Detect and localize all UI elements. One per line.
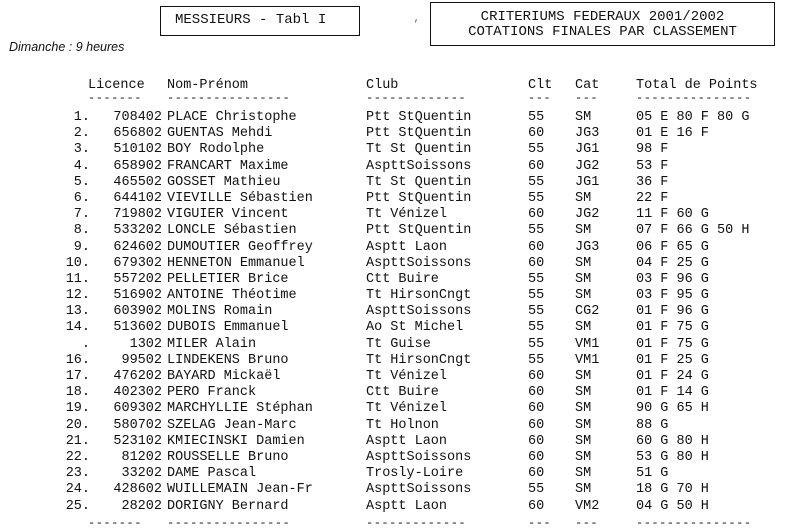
cell-cat: SM [575, 271, 592, 287]
cell-name: DUBOIS Emmanuel [167, 320, 289, 336]
cell-clt: 55 [528, 190, 545, 206]
cell-licence: 510102 [113, 142, 162, 158]
cell-club: Tt Vénizel [366, 207, 448, 223]
header-rule: ---------------- [167, 91, 291, 105]
cell-licence: 28202 [121, 498, 162, 514]
table-row [0, 142, 800, 158]
header-rule: --------------- [636, 91, 752, 105]
cell-total: 53 F [636, 158, 669, 174]
cell-name: DORIGNY Bernard [167, 498, 289, 514]
cell-rank: 25. [65, 498, 90, 514]
cell-cat: SM [575, 449, 592, 465]
table-row [0, 126, 800, 142]
cell-clt: 55 [528, 271, 545, 287]
cell-clt: 55 [528, 288, 545, 304]
cell-clt: 55 [528, 320, 545, 336]
cell-licence: 81202 [121, 449, 162, 465]
header-rule: --- [575, 91, 599, 105]
cell-club: Ptt StQuentin [366, 190, 472, 206]
table-row [0, 159, 800, 175]
cell-cat: VM1 [575, 336, 600, 352]
cell-name: GOSSET Mathieu [167, 174, 281, 190]
cell-cat: VM2 [575, 498, 600, 514]
cell-rank: 22. [65, 449, 90, 465]
cell-rank: 5. [73, 174, 90, 190]
cell-cat: JG2 [575, 207, 600, 223]
cell-total: 36 F [636, 174, 669, 190]
cell-licence: 513602 [113, 320, 162, 336]
cell-cat: SM [575, 369, 592, 384]
cell-name: PELLETIER Brice [167, 271, 289, 287]
table-row [0, 337, 800, 353]
cell-clt: 60 [528, 449, 545, 465]
cell-clt: 55 [528, 352, 545, 368]
cell-licence: 516902 [113, 288, 162, 304]
cell-total: 03 F 96 G [636, 271, 709, 287]
table-row [0, 240, 800, 256]
cell-cat: JG3 [575, 239, 600, 255]
col-header-total: Total de Points [636, 78, 758, 93]
col-header-licence: Licence [88, 78, 145, 93]
cell-name: HENNETON Emmanuel [167, 255, 305, 271]
col-header-club: Club [366, 78, 399, 93]
cell-name: WUILLEMAIN Jean-Fr [167, 482, 313, 498]
cell-cat: SM [575, 190, 592, 206]
cell-club: Asptt Laon [366, 433, 448, 449]
cell-total: 07 F 66 G 50 H [636, 223, 750, 239]
cell-total: 01 F 96 G [636, 304, 709, 320]
cell-clt: 60 [528, 498, 545, 514]
cell-name: GUENTAS Mehdi [167, 126, 273, 142]
cell-rank: 17. [65, 369, 90, 384]
cell-licence: 644102 [113, 190, 162, 206]
header-rule: ------- [88, 91, 142, 105]
cell-name: KMIECINSKI Damien [167, 433, 305, 449]
cell-club: Tt St Quentin [366, 142, 472, 158]
cell-club: Asptt Laon [366, 239, 448, 255]
cell-name: MILER Alain [167, 336, 257, 352]
cell-rank: 10. [65, 255, 90, 271]
cell-name: MARCHYLLIE Stéphan [167, 401, 313, 417]
cell-total: 60 G 80 H [636, 433, 709, 449]
cell-total: 06 F 65 G [636, 239, 709, 255]
cell-name: ROUSSELLE Bruno [167, 449, 289, 465]
cell-clt: 55 [528, 482, 545, 498]
cell-name: VIEVILLE Sébastien [167, 190, 313, 206]
cell-name: MOLINS Romain [167, 304, 273, 320]
col-header-cat: Cat [575, 78, 600, 93]
cell-club: Tt Vénizel [366, 401, 448, 417]
cell-total: 88 G [636, 417, 669, 433]
cell-total: 90 G 65 H [636, 401, 709, 417]
cell-name: ANTOINE Théotime [167, 288, 297, 304]
cell-rank: 19. [65, 401, 90, 417]
cell-cat: SM [575, 401, 592, 417]
cell-name: BAYARD Mickaël [167, 369, 281, 384]
cell-cat: JG1 [575, 142, 600, 158]
header-rule: --- [528, 91, 552, 105]
table-row [0, 110, 800, 126]
cell-licence: 708402 [113, 110, 162, 125]
cell-licence: 402302 [113, 385, 162, 401]
cell-total: 04 G 50 H [636, 498, 709, 514]
cell-cat: VM1 [575, 352, 600, 368]
cell-cat: SM [575, 433, 592, 449]
cell-club: AspttSoissons [366, 304, 472, 320]
cell-rank: 14. [65, 320, 90, 336]
cell-rank: 21. [65, 433, 90, 449]
ranking-table [0, 110, 800, 515]
footer-rule: --------------- [636, 516, 752, 530]
cell-licence: 658902 [113, 158, 162, 174]
cell-club: Ptt StQuentin [366, 126, 472, 142]
cell-club: Ctt Buire [366, 271, 439, 287]
cell-cat: SM [575, 110, 592, 125]
cell-rank: 2. [73, 126, 90, 142]
cell-name: DUMOUTIER Geoffrey [167, 239, 313, 255]
cell-name: DAME Pascal [167, 466, 257, 482]
cell-rank: 16. [65, 352, 90, 368]
cell-total: 11 F 60 G [636, 207, 709, 223]
cell-name: VIGUIER Vincent [167, 207, 289, 223]
table-row [0, 223, 800, 239]
cell-club: Tt Vénizel [366, 369, 448, 384]
cell-total: 04 F 25 G [636, 255, 709, 271]
table-row [0, 288, 800, 304]
cell-rank: 18. [65, 385, 90, 401]
cell-cat: SM [575, 255, 592, 271]
cell-total: 01 F 24 G [636, 369, 709, 384]
cell-rank: 3. [73, 142, 90, 158]
cell-licence: 719802 [113, 207, 162, 223]
cell-licence: 580702 [113, 417, 162, 433]
cell-clt: 60 [528, 385, 545, 401]
table-row [0, 369, 800, 385]
cell-clt: 55 [528, 110, 545, 125]
cell-clt: 60 [528, 126, 545, 142]
cell-licence: 603902 [113, 304, 162, 320]
cell-cat: SM [575, 482, 592, 498]
cell-club: Asptt Laon [366, 498, 448, 514]
cell-clt: 60 [528, 158, 545, 174]
cell-licence: 1302 [129, 336, 162, 352]
table-row [0, 499, 800, 515]
cell-cat: SM [575, 320, 592, 336]
table-row [0, 353, 800, 369]
col-header-name: Nom-Prénom [167, 78, 249, 93]
cell-club: Ptt StQuentin [366, 223, 472, 239]
competition-header-box [430, 2, 775, 46]
table-row [0, 191, 800, 207]
cell-clt: 60 [528, 207, 545, 223]
cell-rank: 20. [65, 417, 90, 433]
cell-club: AspttSoissons [366, 255, 472, 271]
table-row [0, 418, 800, 434]
cell-clt: 55 [528, 142, 545, 158]
cell-name: BOY Rodolphe [167, 142, 265, 158]
cell-cat: SM [575, 288, 592, 304]
cell-licence: 609302 [113, 401, 162, 417]
table-row [0, 434, 800, 450]
cell-total: 98 F [636, 142, 669, 158]
cell-clt: 60 [528, 239, 545, 255]
cell-licence: 679302 [113, 255, 162, 271]
cell-rank: 1. [73, 110, 90, 125]
cell-name: LONCLE Sébastien [167, 223, 297, 239]
cell-total: 03 F 95 G [636, 288, 709, 304]
competition-subtitle: COTATIONS FINALES PAR CLASSEMENT [468, 24, 737, 40]
cell-club: AspttSoissons [366, 158, 472, 174]
cell-name: SZELAG Jean-Marc [167, 417, 297, 433]
cell-club: Tt Guise [366, 336, 431, 352]
cell-clt: 60 [528, 401, 545, 417]
cell-licence: 523102 [113, 433, 162, 449]
cell-rank: 8. [73, 223, 90, 239]
cell-licence: 33202 [121, 466, 162, 482]
header-rule: ------------- [366, 91, 467, 105]
cell-licence: 533202 [113, 223, 162, 239]
cell-clt: 60 [528, 417, 545, 433]
cell-club: AspttSoissons [366, 449, 472, 465]
cell-rank: 12. [65, 288, 90, 304]
footer-rule: ---------------- [167, 516, 291, 530]
table-row [0, 207, 800, 223]
cell-licence: 656802 [113, 126, 162, 142]
cell-total: 01 F 25 G [636, 352, 709, 368]
cell-total: 22 F [636, 190, 669, 206]
cell-cat: SM [575, 417, 592, 433]
cell-total: 18 G 70 H [636, 482, 709, 498]
cell-club: Ctt Buire [366, 385, 439, 401]
cell-club: Tt HirsonCngt [366, 352, 472, 368]
cell-clt: 60 [528, 433, 545, 449]
cell-rank: 7. [73, 207, 90, 223]
footer-rule: --- [528, 516, 552, 530]
table-row [0, 175, 800, 191]
cell-licence: 465502 [113, 174, 162, 190]
table-row [0, 256, 800, 272]
cell-rank: 23. [65, 466, 90, 482]
cell-name: PERO Franck [167, 385, 257, 401]
cell-licence: 476202 [113, 369, 162, 384]
cell-licence: 557202 [113, 271, 162, 287]
footer-rule: ------------- [366, 516, 467, 530]
cell-cat: CG2 [575, 304, 600, 320]
cell-rank: . [81, 336, 90, 352]
cell-clt: 55 [528, 223, 545, 239]
table-row [0, 450, 800, 466]
cell-cat: SM [575, 223, 592, 239]
cell-total: 05 E 80 F 80 G [636, 110, 750, 125]
cell-name: FRANCART Maxime [167, 158, 289, 174]
table-title: MESSIEURS - Tabl I [175, 12, 327, 28]
cell-rank: 4. [73, 158, 90, 174]
cell-cat: JG1 [575, 174, 600, 190]
cell-total: 01 F 14 G [636, 385, 709, 401]
cell-clt: 55 [528, 174, 545, 190]
cell-club: Trosly-Loire [366, 466, 464, 482]
cell-club: Tt HirsonCngt [366, 288, 472, 304]
cell-rank: 11. [65, 271, 90, 287]
table-row [0, 272, 800, 288]
cell-total: 01 E 16 F [636, 126, 709, 142]
cell-cat: SM [575, 466, 592, 482]
cell-club: Ao St Michel [366, 320, 464, 336]
cell-total: 53 G 80 H [636, 449, 709, 465]
cell-name: LINDEKENS Bruno [167, 352, 289, 368]
competition-title: CRITERIUMS FEDERAUX 2001/2002 [480, 9, 725, 25]
cell-clt: 60 [528, 369, 545, 384]
cell-rank: 13. [65, 304, 90, 320]
cell-total: 01 F 75 G [636, 320, 709, 336]
cell-name: PLACE Christophe [167, 110, 297, 125]
schedule-note: Dimanche : 9 heures [9, 40, 125, 54]
cell-rank: 24. [65, 482, 90, 498]
cell-rank: 9. [73, 239, 90, 255]
stray-mark: ’ [413, 20, 420, 31]
cell-clt: 60 [528, 466, 545, 482]
cell-total: 01 F 75 G [636, 336, 709, 352]
cell-club: Tt Holnon [366, 417, 439, 433]
table-row [0, 401, 800, 417]
cell-licence: 624602 [113, 239, 162, 255]
table-row [0, 320, 800, 336]
cell-licence: 428602 [113, 482, 162, 498]
cell-clt: 55 [528, 336, 545, 352]
cell-clt: 55 [528, 304, 545, 320]
table-row [0, 482, 800, 498]
cell-club: Ptt StQuentin [366, 110, 472, 125]
cell-cat: JG3 [575, 126, 600, 142]
footer-rule: ------- [88, 516, 142, 530]
col-header-clt: Clt [528, 78, 553, 93]
cell-cat: SM [575, 385, 592, 401]
table-row [0, 385, 800, 401]
table-row [0, 304, 800, 320]
table-title-box [160, 6, 360, 36]
cell-licence: 99502 [121, 352, 162, 368]
cell-club: AspttSoissons [366, 482, 472, 498]
table-row [0, 466, 800, 482]
cell-cat: JG2 [575, 158, 600, 174]
cell-club: Tt St Quentin [366, 174, 472, 190]
cell-clt: 60 [528, 255, 545, 271]
footer-rule: --- [575, 516, 599, 530]
cell-rank: 6. [73, 190, 90, 206]
cell-total: 51 G [636, 466, 669, 482]
